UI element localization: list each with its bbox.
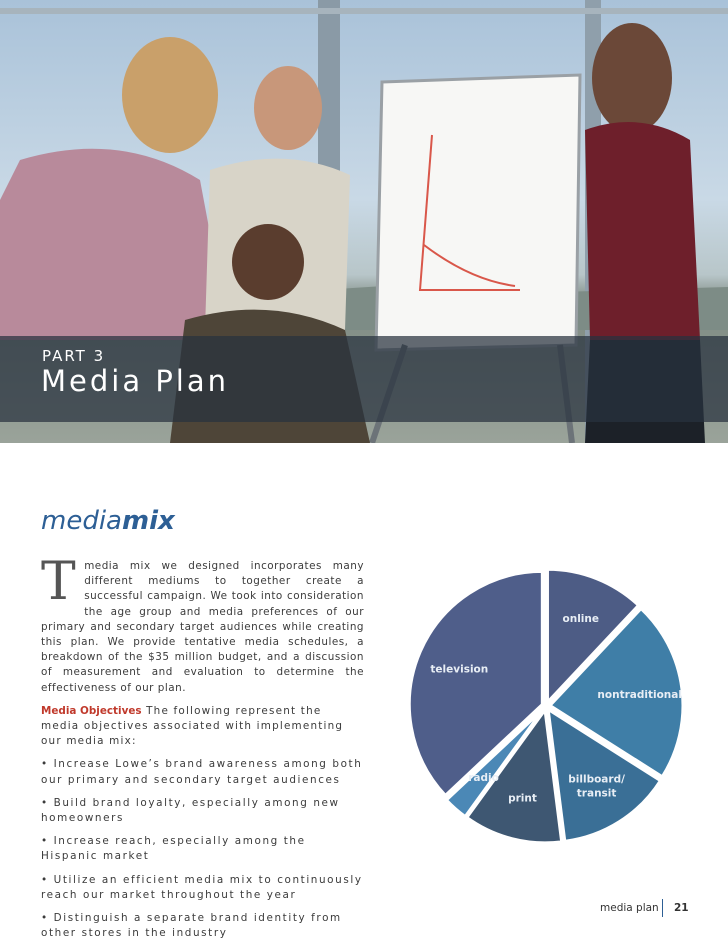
page-number: 21 — [674, 902, 689, 914]
objective-bullet: • Utilize an efficient media mix to continuously reach our market throughout the year — [41, 873, 363, 901]
intro-paragraph — [41, 552, 364, 696]
pie-label: billboard/ transit — [568, 773, 625, 800]
objective-bullet: • Increase reach, especially among the Hispanic market — [41, 835, 306, 863]
footer-divider — [662, 899, 663, 917]
pie-label: print — [508, 792, 537, 805]
objective-bullet: • Build brand loyalty, especially among new homeowners — [41, 796, 340, 825]
pie-label: television — [430, 663, 489, 676]
drop-cap: T — [41, 552, 77, 612]
intro-text: media mix we designed incorporates many different mediums to together create a successful campaign. We took into consideration the age group and media preferences of our primary and secondary target audiences while creating this plan. We provide tentative media schedules, a breakdown of the $35 million budget, and a discussion of measurement and evaluation to determine the effectiveness of our plan. — [41, 560, 364, 694]
pie-label: online — [562, 613, 600, 626]
pie-label: radio — [468, 771, 499, 784]
media-mix-pie-chart — [396, 560, 716, 850]
footer-section-label: media plan — [600, 902, 659, 914]
section-title-light: media — [41, 506, 122, 536]
objectives-text: The following represent the media objectives associated with implementing our media mix: — [41, 704, 344, 748]
objective-bullet: • Increase Lowe’s brand awareness among both our primary and secondary target audiences — [41, 758, 363, 786]
pie-label: nontraditional — [597, 689, 682, 702]
objectives-lead: Media Objectives — [41, 704, 142, 717]
section-title-bold: mix — [121, 506, 175, 536]
section-title — [41, 506, 175, 536]
part-title: Media Plan — [41, 364, 230, 398]
objectives-paragraph — [41, 704, 364, 750]
body-column — [41, 552, 364, 949]
part-label: PART 3 — [42, 347, 106, 365]
objective-bullet: • Distinguish a separate brand identity from other stores in the industry — [41, 912, 342, 940]
